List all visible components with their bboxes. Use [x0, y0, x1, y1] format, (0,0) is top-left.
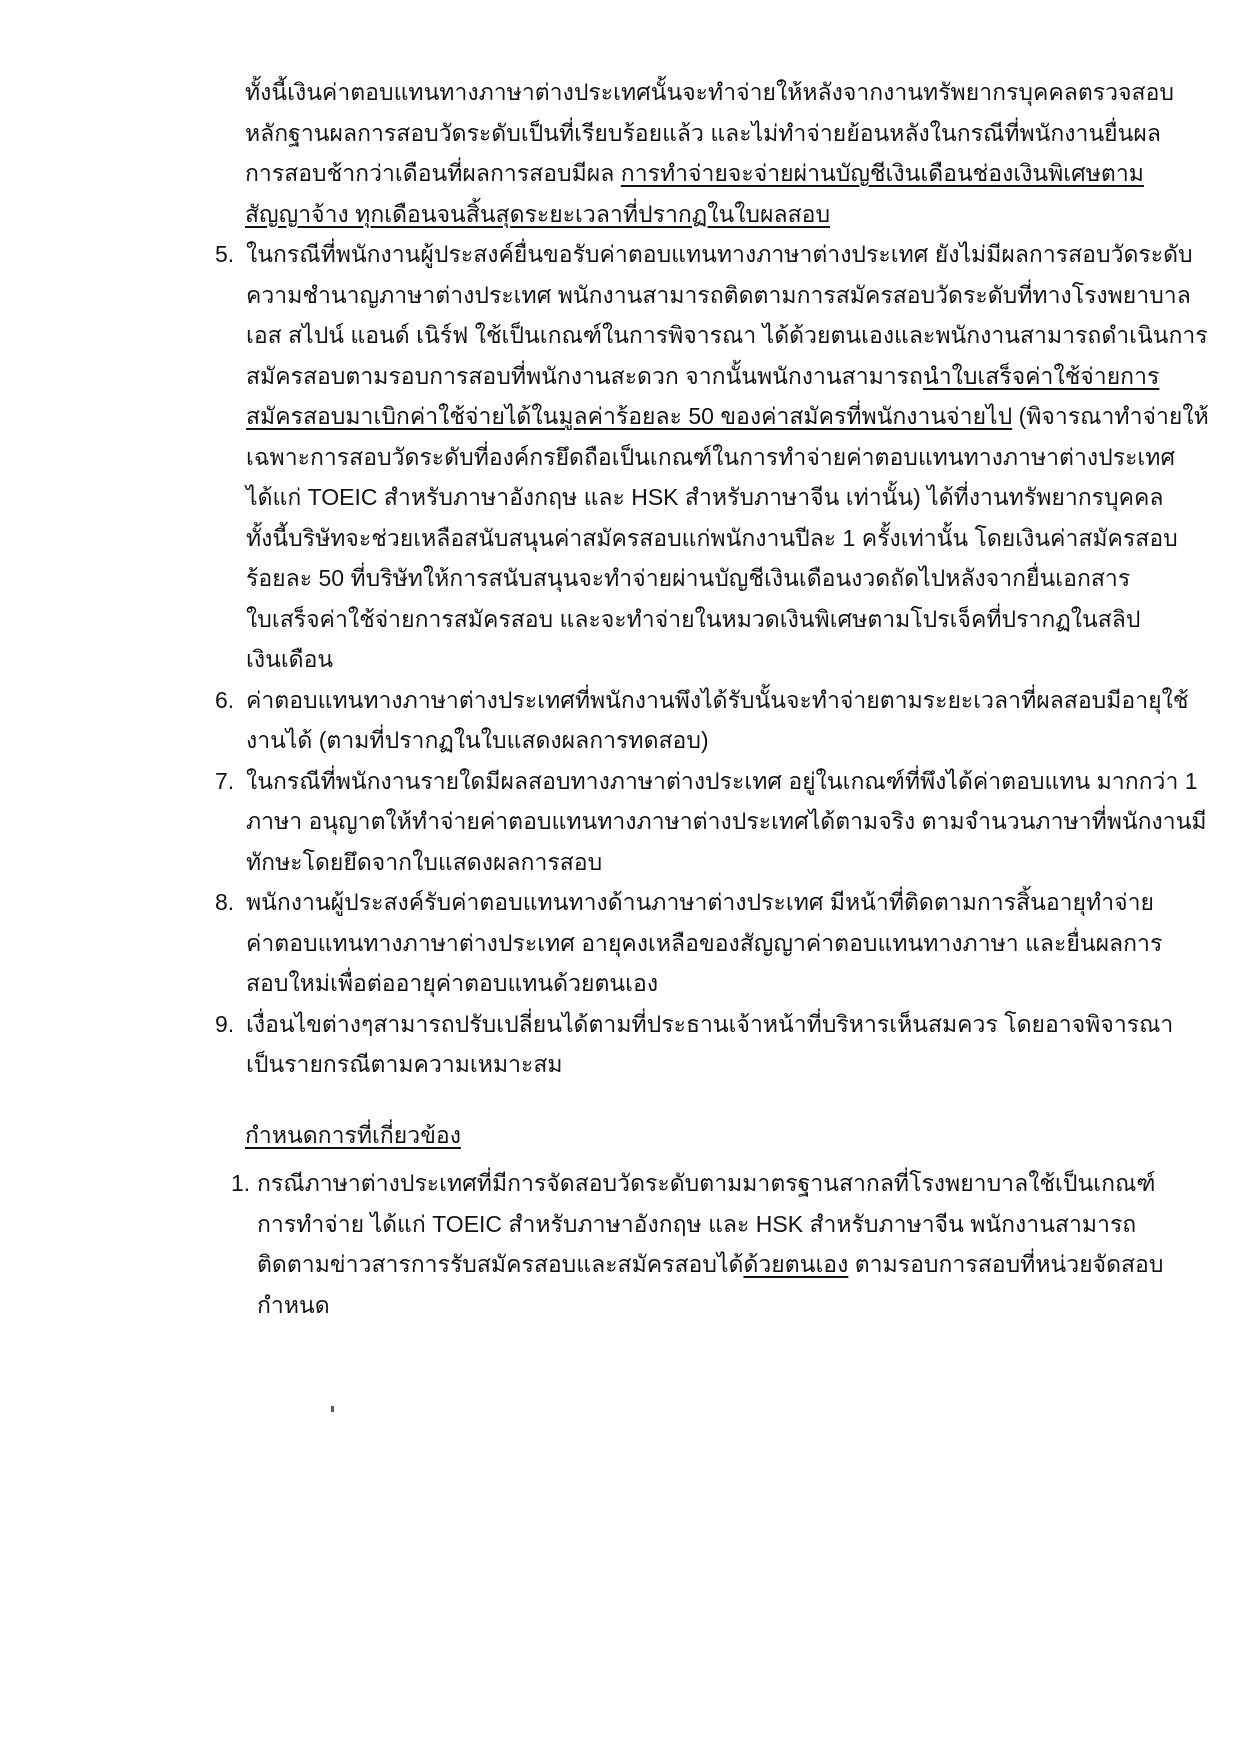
text-line	[245, 72, 1174, 113]
text-line	[257, 1285, 1089, 1326]
text-block	[245, 1115, 1239, 1156]
text-segment: ในกรณีที่พนักงานผู้ประสงค์ยื่นขอรับค่าตอบแทนทางภาษาต่างประเทศ ยังไม่มีผลการสอบวัดระดับ	[246, 241, 1193, 267]
text-segment: กรณีภาษาต่างประเทศที่มีการจัดสอบวัดระดับตามมาตรฐานสากลที่โรงพยาบาลใช้เป็นเกณฑ์	[257, 1170, 1156, 1196]
underlined-text-segment: สัญญาจ้าง ทุกเดือนจนสิ้นสุดระยะเวลาที่ปรากฏในใบผลสอบ	[245, 200, 831, 227]
text-segment: พนักงานผู้ประสงค์รับค่าตอบแทนทางด้านภาษาต่างประเทศ มีหน้าที่ติดตามการสิ้นอายุทำจ่าย	[246, 889, 1154, 915]
text-segment: งานได้ (ตามที่ปรากฏในใบแสดงผลการทดสอบ)	[246, 727, 709, 753]
list-item-number: 1.	[231, 1170, 251, 1196]
text-line	[246, 882, 1154, 923]
text-line	[246, 437, 1176, 478]
list-item	[0, 761, 1239, 883]
text-block	[246, 882, 1163, 1004]
list-item-number: 5.	[215, 241, 235, 267]
text-segment: เอส สไปน์ แอนด์ เนิร์ฟ ใช้เป็นเกณฑ์ในการพิจารณา ได้ด้วยตนเองและพนักงานสามารถดำเนินการ	[246, 322, 1208, 348]
text-segment: กำหนด	[257, 1291, 330, 1318]
text-line	[245, 113, 1161, 154]
text-segment: ค่าตอบแทนทางภาษาต่างประเทศที่พนักงานพึงได้รับนั้นจะทำจ่ายตามระยะเวลาที่ผลสอบมีอายุใช้	[246, 686, 1189, 713]
text-line	[246, 315, 1208, 356]
text-segment: เงื่อนไขต่างๆสามารถปรับเปลี่ยนได้ตามที่ประธานเจ้าหน้าที่บริหารเห็นสมควร โดยอาจพิจารณา	[246, 1010, 1174, 1037]
text-line	[246, 963, 1089, 1004]
list-item-number: 9.	[215, 1010, 235, 1037]
text-line	[246, 1044, 1089, 1085]
text-line	[246, 234, 1193, 275]
list-item	[0, 882, 1239, 1004]
text-segment: ภาษา อนุญาตให้ทำจ่ายค่าตอบแทนทางภาษาต่างประเทศได้ตามจริง ตามจำนวนภาษาที่พนักงานมี	[246, 808, 1207, 834]
section-heading	[0, 1115, 1239, 1156]
text-line	[246, 396, 1209, 437]
text-segment: เป็นรายกรณีตามความเหมาะสม	[246, 1051, 563, 1077]
list-item	[0, 234, 1239, 680]
list-item-number: 7.	[215, 767, 235, 794]
underlined-text-segment: การทำจ่ายจะจ่ายผ่านบัญชีเงินเดือนช่องเงินพิเศษตาม	[620, 160, 1144, 186]
text-line	[246, 639, 1089, 680]
text-segment: ตามรอบการสอบที่หน่วยจัดสอบ	[848, 1251, 1164, 1277]
text-line	[246, 923, 1163, 964]
text-line	[245, 1115, 1239, 1156]
text-segment: ความชำนาญภาษาต่างประเทศ พนักงานสามารถติดตามการสมัครสอบวัดระดับที่ทางโรงพยาบาล	[246, 281, 1191, 308]
text-segment: ทักษะโดยยึดจากใบแสดงผลการสอบ	[246, 848, 603, 875]
text-block	[246, 234, 1209, 680]
underlined-text-segment: ด้วยตนเอง	[743, 1251, 849, 1277]
document-body	[0, 72, 1239, 1325]
text-line	[246, 275, 1191, 316]
text-segment: การทำจ่าย ได้แก่ TOEIC สำหรับภาษาอังกฤษ และ HSK สำหรับภาษาจีน พนักงานสามารถ	[257, 1210, 1137, 1237]
text-line	[246, 720, 1089, 761]
text-line	[246, 356, 1160, 397]
text-block	[246, 761, 1207, 883]
text-line	[246, 761, 1198, 802]
text-line	[257, 1163, 1156, 1204]
list-item	[0, 1004, 1239, 1085]
text-segment: ค่าตอบแทนทางภาษาต่างประเทศ อายุคงเหลือของสัญญาค่าตอบแทนทางภาษา และยื่นผลการ	[246, 929, 1163, 956]
scan-artifact-speck	[331, 1406, 334, 1412]
text-segment: หลักฐานผลการสอบวัดระดับเป็นที่เรียบร้อยแล้ว และไม่ทำจ่ายย้อนหลังในกรณีที่พนักงานยื่นผล	[245, 119, 1161, 146]
text-segment: ได้แก่ TOEIC สำหรับภาษาอังกฤษ และ HSK สำหรับภาษาจีน เท่านั้น) ได้ที่งานทรัพยากรบุคคล	[246, 484, 1164, 510]
underlined-text-segment: นำใบเสร็จค่าใช้จ่ายการ	[922, 362, 1160, 389]
text-line	[246, 1004, 1174, 1045]
text-block	[246, 680, 1189, 761]
text-segment: ใบเสร็จค่าใช้จ่ายการสมัครสอบ และจะทำจ่ายในหมวดเงินพิเศษตามโปรเจ็คที่ปรากฏในสลิป	[246, 605, 1141, 632]
text-line	[246, 558, 1131, 599]
text-segment: ทั้งนี้บริษัทจะช่วยเหลือสนับสนุนค่าสมัครสอบแก่พนักงานปีละ 1 ครั้งเท่านั้น โดยเงินค่าสมัครสอบ	[246, 524, 1178, 551]
text-segment: ทั้งนี้เงินค่าตอบแทนทางภาษาต่างประเทศนั้นจะทำจ่ายให้หลังจากงานทรัพยากรบุคคลตรวจสอบ	[245, 79, 1174, 105]
text-segment: เงินเดือน	[246, 646, 334, 672]
text-segment: สมัครสอบตามรอบการสอบที่พนักงานสะดวก จากนั้นพนักงานสามารถ	[246, 362, 923, 389]
list-item	[0, 680, 1239, 761]
text-segment: ในกรณีที่พนักงานรายใดมีผลสอบทางภาษาต่างประเทศ อยู่ในเกณฑ์ที่พึงได้ค่าตอบแทน มากกว่า 1	[246, 767, 1198, 794]
text-line	[246, 842, 1089, 883]
text-line	[246, 599, 1141, 640]
text-segment: เฉพาะการสอบวัดระดับที่องค์กรยึดถือเป็นเกณฑ์ในการทำจ่ายค่าตอบแทนทางภาษาต่างประเทศ	[246, 443, 1176, 470]
paragraph	[0, 72, 1239, 234]
text-line	[257, 1244, 1164, 1285]
text-block	[245, 72, 1174, 234]
text-segment: สอบใหม่เพื่อต่ออายุค่าตอบแทนด้วยตนเอง	[246, 970, 659, 996]
text-line	[246, 518, 1178, 559]
text-line	[246, 477, 1164, 518]
text-block	[257, 1163, 1164, 1325]
text-line	[246, 801, 1207, 842]
text-block	[246, 1004, 1174, 1085]
list-item-number: 8.	[215, 889, 235, 915]
text-segment: (พิจารณาทำจ่ายให้	[1012, 403, 1209, 429]
text-segment: ร้อยละ 50 ที่บริษัทให้การสนับสนุนจะทำจ่ายผ่านบัญชีเงินเดือนงวดถัดไปหลังจากยื่นเอกสาร	[246, 565, 1131, 591]
list-item	[0, 1163, 1239, 1325]
text-segment: ติดตามข่าวสารการรับสมัครสอบและสมัครสอบได้	[257, 1251, 744, 1277]
text-line	[246, 680, 1189, 721]
underlined-text-segment: กำหนดการที่เกี่ยวข้อง	[245, 1121, 461, 1148]
text-line	[257, 1204, 1137, 1245]
text-line	[245, 194, 1089, 235]
underlined-text-segment: สมัครสอบมาเบิกค่าใช้จ่ายได้ในมูลค่าร้อยละ 50 ของค่าสมัครที่พนักงานจ่ายไป	[246, 403, 1013, 429]
list-item-number: 6.	[215, 686, 235, 713]
text-line	[245, 153, 1144, 194]
text-segment: การสอบช้ากว่าเดือนที่ผลการสอบมีผล	[245, 160, 621, 186]
